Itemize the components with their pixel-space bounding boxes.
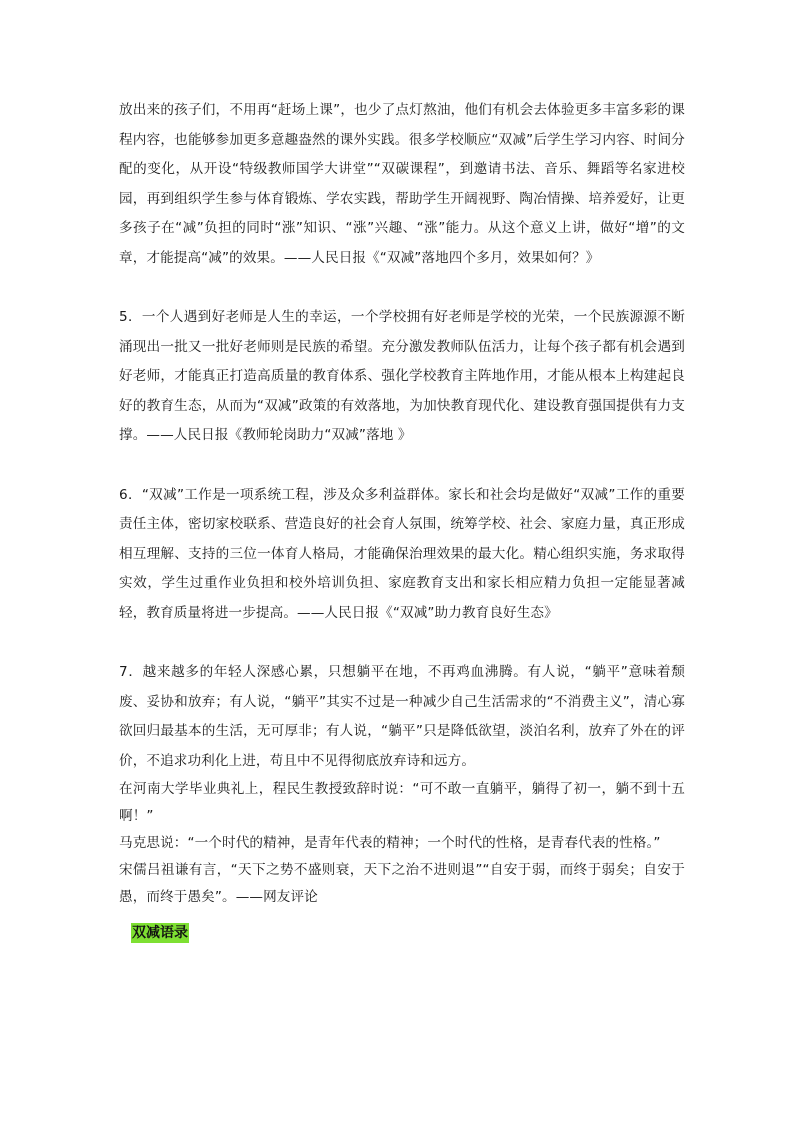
section-heading-highlighted: 双减语录 (132, 925, 188, 941)
paragraph-spacer (119, 911, 685, 915)
quote-cheng-minsheng: 在河南大学毕业典礼上，程民生教授致辞时说：“可不敢一直躺平，躺得了初一，躺不到十五啊！” (119, 781, 685, 824)
quote-marx: 马克思说：“一个时代的精神，是青年代表的精神；一个时代的性格，是青春代表的性格。” (119, 835, 661, 851)
document-body (119, 96, 685, 943)
paragraph-spacer (119, 451, 685, 481)
paragraph-intro: 放出来的孩子们，不用再“赶场上课”，也少了点灯熬油，他们有机会去体验更多丰富多彩的课程内容，也能够参加更多意趣盎然的课外实践。很多学校顺应“双减”后学生学习内容、时间分配的变化，从开设“特级教师国学大讲堂”“双碳课程”，到邀请书法、音乐、舞蹈等名家进校园，再到组织学生参与体育锻炼、学农实践，帮助学生开阔视野、陶冶情操、培养爱好，让更多孩子在“减”负担的同时“涨”知识、“涨”兴趣、“涨”能力。从这个意义上讲，做好“增”的文章，才能提高“减”的效果。——人民日报《“双减”落地四个多月，效果如何？》 (119, 102, 685, 266)
quote-lu-zuqian: 宋儒吕祖谦有言，“天下之势不盛则衰，天下之治不进则退”“自安于弱，而终于弱矣；自安于愚，而终于愚矣”。——网友评论 (119, 862, 685, 905)
paragraph-6: 6．“双减”工作是一项系统工程，涉及众多利益群体。家长和社会均是做好“双减”工作的重要责任主体，密切家校联系、营造良好的社会育人氛围，统筹学校、社会、家庭力量，真正形成相互理解、支持的三位一体育人格局，才能确保治理效果的最大化。精心组织实施，务求取得实效，学生过重作业负担和校外培训负担、家庭教育支出和家长相应精力负担一定能显著减轻，教育质量将进一步提高。——人民日报《“双减”助力教育良好生态》 (119, 486, 685, 621)
paragraph-7: 7．越来越多的年轻人深感心累，只想躺平在地，不再鸡血沸腾。有人说，“躺平”意味着颓废、妥协和放弃；有人说，“躺平”其实不过是一种减少自己生活需求的“不消费主义”，清心寡欲回归最基本的生活，无可厚非；有人说，“躺平”只是降低欲望，淡泊名利，放弃了外在的评价，不追求功利化上进，苟且中不见得彻底放弃诗和远方。 (119, 664, 685, 769)
paragraph-spacer (119, 628, 685, 658)
paragraph-spacer (119, 273, 685, 303)
paragraph-5: 5．一个人遇到好老师是人生的幸运，一个学校拥有好老师是学校的光荣，一个民族源源不断涌现出一批又一批好老师则是民族的希望。充分激发教师队伍活力，让每个孩子都有机会遇到好老师，才能真正打造高质量的教育体系、强化学校教育主阵地作用，才能从根本上构建起良好的教育生态，从而为“双减”政策的有效落地，为加快教育现代化、建设教育强国提供有力支撑。——人民日报《教师轮岗助力“双减”落地 》 (119, 309, 685, 443)
